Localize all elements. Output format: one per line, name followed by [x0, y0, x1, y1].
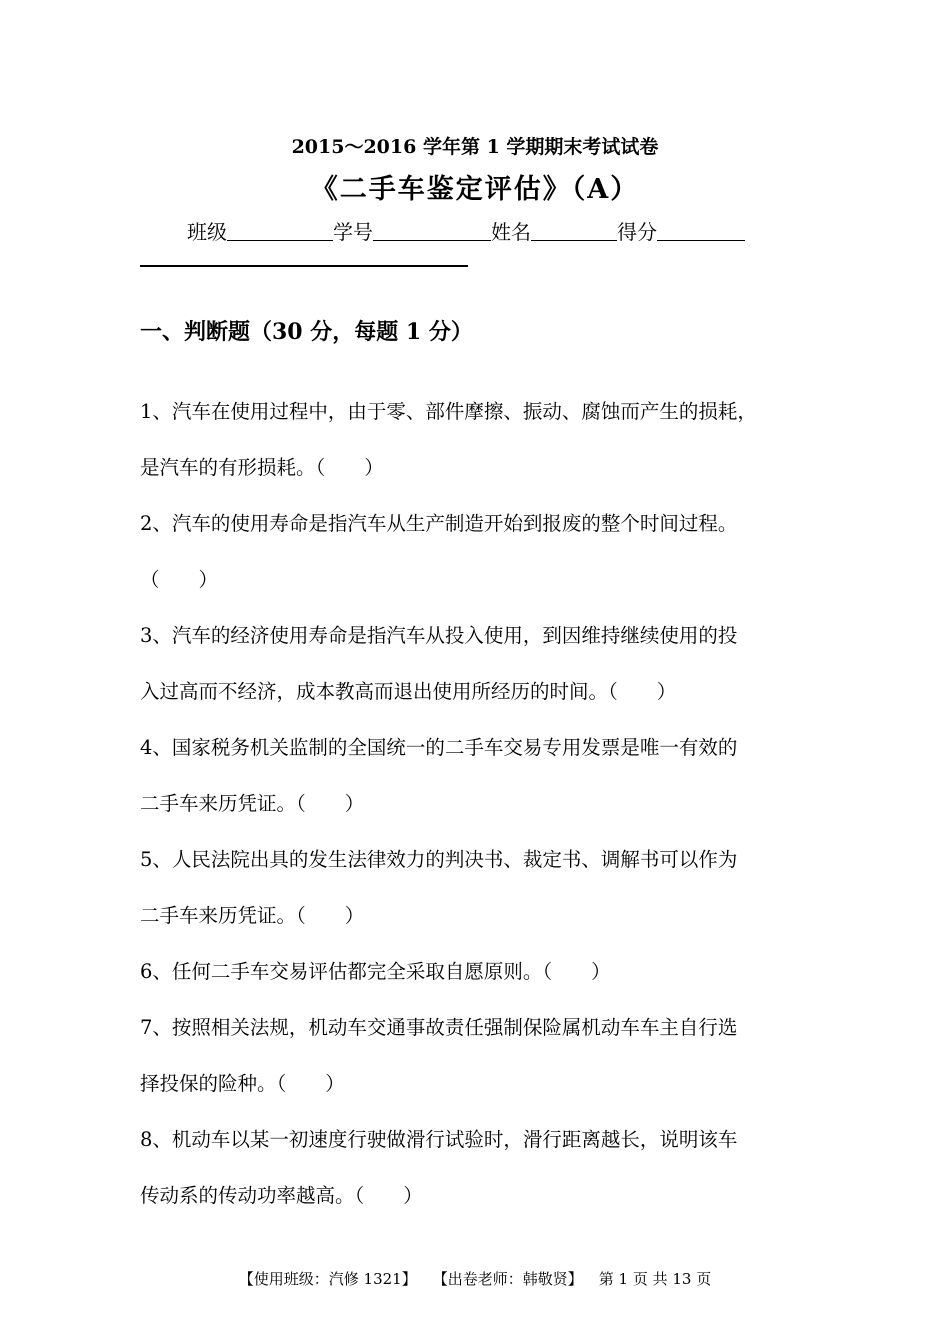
- question-line: （ ）: [140, 568, 219, 591]
- question-line: 5、人民法院出具的发生法律效力的判决书、裁定书、调解书可以作为: [140, 848, 738, 871]
- question-line: 4、国家税务机关监制的全国统一的二手车交易专用发票是唯一有效的: [140, 736, 738, 759]
- question-line: 1、汽车在使用过程中，由于零、部件摩擦、振动、腐蚀而产生的损耗，: [140, 400, 757, 423]
- student-id-blank: [373, 220, 491, 241]
- page-footer: [0, 1267, 950, 1291]
- question-line: 择投保的险种。（ ）: [140, 1072, 345, 1095]
- student-id-label: 学号: [333, 220, 373, 244]
- question-item: [140, 496, 820, 608]
- question-item: [140, 1000, 820, 1112]
- question-list: [140, 384, 820, 1224]
- question-line: 6、任何二手车交易评估都完全采取自愿原则。（ ）: [140, 960, 611, 983]
- score-blank: [657, 220, 745, 241]
- question-item: [140, 720, 820, 832]
- question-line: 二手车来历凭证。（ ）: [140, 792, 365, 815]
- exam-title: 《二手车鉴定评估》（A）: [310, 174, 640, 205]
- name-label: 姓名: [491, 220, 531, 244]
- class-blank: [227, 220, 333, 241]
- question-item: [140, 1112, 820, 1224]
- question-item: [140, 608, 820, 720]
- footer-class-info: 【使用班级：汽修 1321】: [238, 1270, 417, 1288]
- score-label: 得分: [617, 220, 657, 244]
- question-line: 二手车来历凭证。（ ）: [140, 904, 365, 927]
- question-line: 是汽车的有形损耗。（ ）: [140, 456, 384, 479]
- question-item: [140, 832, 820, 944]
- question-item: [140, 384, 820, 496]
- question-line: 传动系的传动功率越高。（ ）: [140, 1184, 423, 1207]
- question-line: 2、汽车的使用寿命是指汽车从生产制造开始到报废的整个时间过程。: [140, 512, 738, 535]
- question-item: [140, 944, 820, 1000]
- header-divider: [140, 265, 468, 267]
- question-line: 3、汽车的经济使用寿命是指汽车从投入使用，到因维持继续使用的投: [140, 624, 738, 647]
- question-line: 入过高而不经济，成本教高而退出使用所经历的时间。（ ）: [140, 680, 677, 703]
- section-title: 一、判断题（30 分，每题 1 分）: [140, 319, 473, 345]
- class-label: 班级: [187, 220, 227, 244]
- footer-teacher-info: 【出卷老师：韩敬贤】: [432, 1270, 583, 1288]
- student-info-row: [187, 218, 745, 246]
- question-line: 8、机动车以某一初速度行驶做滑行试验时，滑行距离越长，说明该车: [140, 1128, 738, 1151]
- name-blank: [531, 220, 617, 241]
- exam-term-line: 2015～2016 学年第 1 学期期末考试试卷: [291, 136, 659, 158]
- footer-page-number: 第 1 页 共 13 页: [598, 1270, 712, 1288]
- question-line: 7、按照相关法规，机动车交通事故责任强制保险属机动车车主自行选: [140, 1016, 738, 1039]
